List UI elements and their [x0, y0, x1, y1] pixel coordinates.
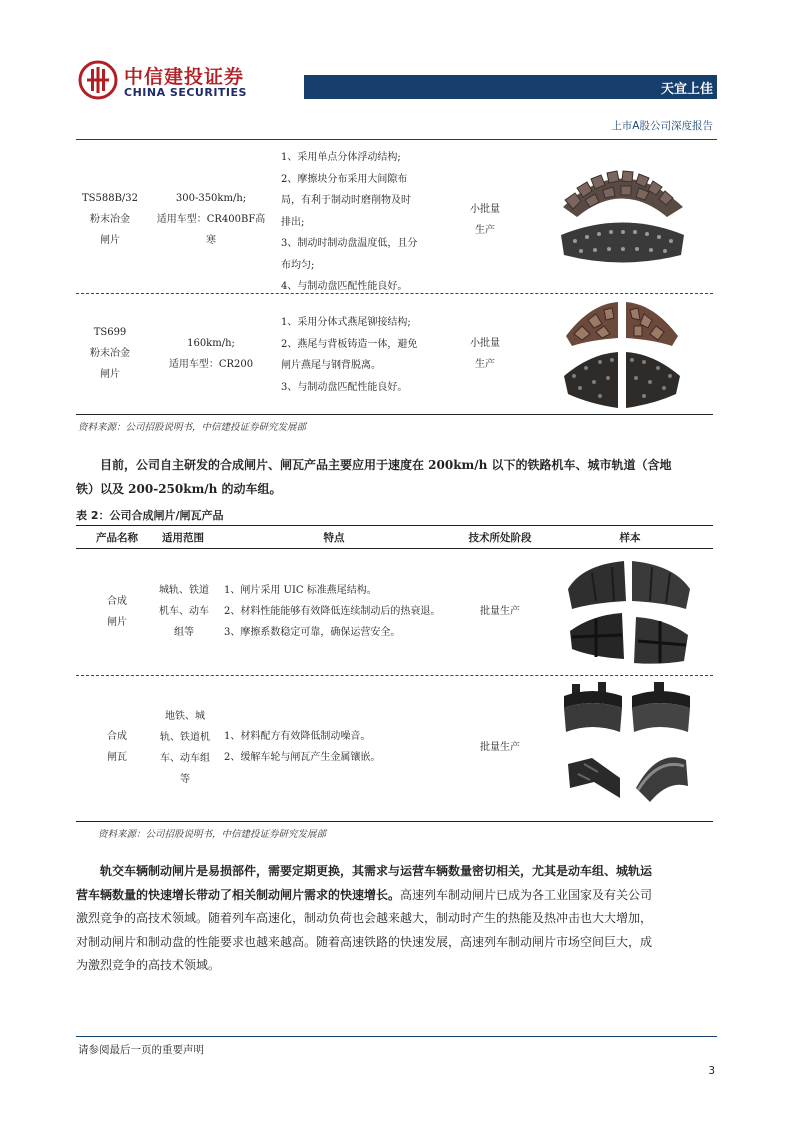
header-bar	[304, 75, 717, 99]
header-divider	[76, 139, 717, 140]
t2-row-divider	[76, 675, 713, 676]
t1-row2-features: 1、采用分体式燕尾铆接结构; 2、燕尾与背板铸造一体，避免 闸片燕尾与钢背脱离。 3、与制动盘匹配性能良好。	[281, 317, 418, 393]
brake-pad-ts699-image	[560, 296, 685, 414]
t1-bottom-rule	[76, 414, 713, 415]
synthetic-brake-pad-image	[562, 553, 697, 673]
paragraph-demand: 轨交车辆制动闸片是易损部件，需要定期更换，其需求与运营车辆数量密切相关，尤其是动车组、城轨运 营车辆数量的快速增长带动了相关制动闸片需求的快速增长。高速列车制动闸片已成为各工业国家及有关公司 激烈竞争的高技术领域。随着列车高速化，制动负荷也会越来越大，制动时产生的热能及热冲击也大大增加， 对制动闸片和制动盘的性能要求也越来越高。随着高速铁路的快速发展，高速列车制动闸片市场空间巨大，成 为激烈竞争的高技术领域。	[76, 864, 653, 972]
company-logo	[78, 60, 118, 100]
page-number: 3	[708, 1065, 715, 1077]
t2-row1-name: 合成 闸片	[107, 596, 127, 628]
footer-divider	[76, 1036, 717, 1037]
brake-pad-ts588-image	[555, 155, 690, 275]
paragraph-application: 目前，公司自主研发的合成闸片、闸瓦产品主要应用于速度在 200km/h 以下的铁路机车、城市轨道（含地 铁）以及 200-250km/h 的动车组。	[76, 458, 672, 496]
t2-header-sample: 样本	[619, 532, 641, 544]
t2-row2-name: 合成 闸瓦	[107, 731, 127, 763]
t1-row-divider	[76, 293, 713, 294]
synthetic-brake-shoe-image	[558, 678, 698, 818]
t1-row2-name: TS699 粉末冶金 闸片	[90, 327, 130, 380]
t1-row1-stage: 小批量 生产	[470, 204, 500, 236]
t1-row1-scope: 300-350km/h; 适用车型：CR400BF高 寒	[156, 193, 266, 246]
header-slogan: 天宜上佳	[660, 82, 713, 97]
t2-header-name: 产品名称	[96, 532, 138, 544]
t2-row2-features: 1、材料配方有效降低制动噪音。 2、缓解车轮与闸瓦产生金属镶嵌。	[224, 731, 381, 763]
brand-name-en: CHINA SECURITIES	[124, 86, 247, 99]
t2-header-features: 特点	[323, 532, 345, 544]
t2-row1-scope: 城轨、铁道 机车、动车 组等	[159, 585, 209, 638]
t1-source: 资料来源：公司招股说明书，中信建投证券研究发展部	[78, 422, 307, 433]
t2-row2-stage: 批量生产	[480, 742, 520, 753]
t2-header-rule	[76, 548, 713, 549]
t2-top-rule	[76, 525, 713, 526]
t1-row2-scope: 160km/h; 适用车型：CR200	[168, 338, 254, 370]
t1-row2-stage: 小批量 生产	[470, 338, 500, 370]
table2-caption: 表 2：公司合成闸片/闸瓦产品	[76, 509, 224, 522]
t2-header-scope: 适用范围	[162, 532, 204, 544]
t2-row2-scope: 地铁、城 轨、铁道机 车、动车组 等	[160, 711, 210, 785]
t1-row1-features: 1、采用单点分体浮动结构; 2、摩擦块分布采用大间隙布 局，有利于制动时磨削物及时 排出; 3、制动时制动盘温度低，且分 布均匀; 4、与制动盘匹配性能良好。	[281, 152, 418, 292]
t2-header-stage: 技术所处阶段	[468, 532, 532, 544]
disclaimer-note: 请参阅最后一页的重要声明	[78, 1044, 204, 1056]
t2-row1-stage: 批量生产	[480, 606, 520, 617]
t2-source: 资料来源：公司招股说明书，中信建投证券研究发展部	[98, 829, 327, 840]
t2-row1-features: 1、闸片采用 UIC 标准燕尾结构。 2、材料性能能够有效降低连续制动后的热衰退。 3、摩擦系数稳定可靠，确保运营安全。	[224, 585, 441, 638]
report-type: 上市A股公司深度报告	[611, 120, 713, 132]
t1-row1-name: TS588B/32 粉末冶金 闸片	[81, 193, 139, 246]
t2-bottom-rule	[76, 821, 713, 822]
brand-name-cn: 中信建投证券	[124, 66, 245, 88]
